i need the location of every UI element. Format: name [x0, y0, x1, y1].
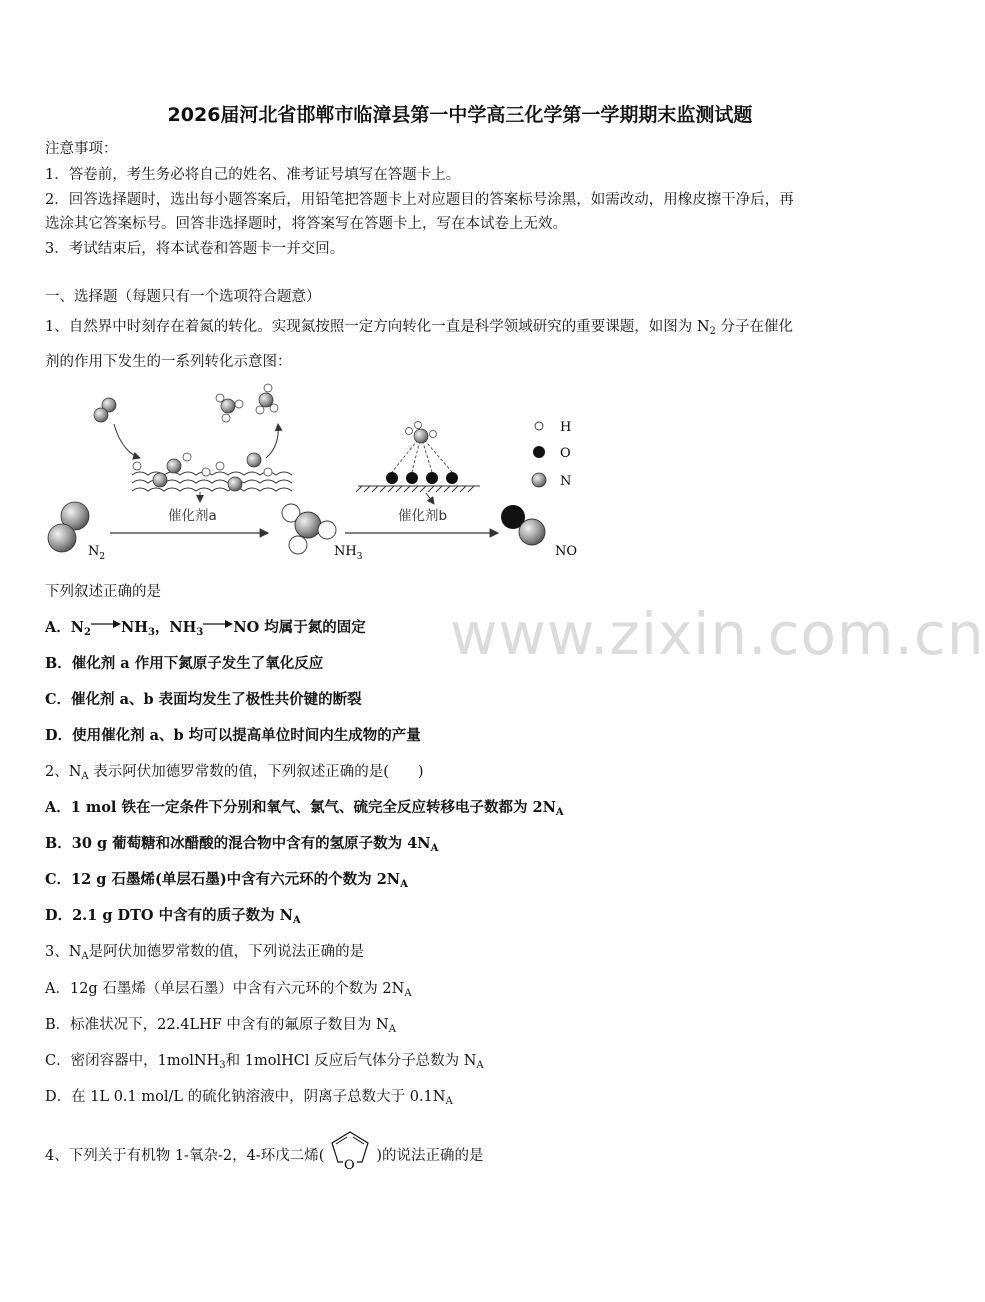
furan-structure [324, 1140, 376, 1173]
legend-nitrogen-marker [532, 473, 546, 487]
nitrogen-conversion-figure [40, 380, 600, 575]
ring-oxygen-label: O [344, 1158, 356, 1173]
q2-option-b: B．30 g 葡萄糖和冰醋酸的混合物中含有的氢原子数为 $4N_A$ [45, 835, 439, 854]
notice-item-2: 2．回答选择题时，选出每小题答案后，用铅笔把答题卡上对应题目的答案标号涂黑，如需改动，用橡皮擦干净后，再 [45, 192, 794, 208]
n2-molecule [48, 502, 89, 552]
q1-option-a: A．$N_2$ $NH_3$，$NH_3$ NO 均属于氮的固定 [45, 616, 366, 638]
q1-stem-line1: 1、自然界中时刻存在着氮的转化。实现氮按照一定方向转化一直是科学领域研究的重要课题，如图为 $N_2$ 分子在催化 [45, 319, 794, 337]
yield-arrow-icon [91, 615, 121, 632]
watermark: www.zixin.com.cn [450, 600, 985, 668]
legend-oxygen-marker [533, 446, 545, 458]
curve-arrow-out [266, 424, 278, 458]
q4-stem: 4、下列关于有机物 1-氧杂-2，4-环戊二烯( O )的说法正确的是 [45, 1140, 484, 1170]
q3-option-a: A．12g 石墨烯（单层石墨）中含有六元环的个数为 $2N_A$ [45, 981, 412, 999]
legend [532, 420, 571, 489]
nh3-molecule [282, 504, 336, 554]
notice-heading: 注意事项： [45, 141, 118, 157]
legend-nitrogen: N [560, 474, 572, 489]
n2-incoming [94, 398, 116, 422]
adsorbed-oxygen-b [386, 472, 458, 484]
legend-hydrogen: H [560, 420, 572, 435]
catalyst-a-label: 催化剂a [168, 508, 217, 524]
catalyst-b-label: 催化剂b [398, 508, 448, 524]
notice-item-2-cont: 选涂其它答案标号。回答非选择题时，将答案写在答题卡上，写在本试卷上无效。 [45, 216, 567, 232]
curve-arrow-in [114, 424, 140, 458]
q2-option-a: A．1 mol 铁在一定条件下分别和氧气、氯气、硫完全反应转移电子数都为 $2N_A$ [45, 799, 564, 818]
q1-option-c: C．催化剂 a、b 表面均发生了极性共价键的断裂 [45, 691, 362, 708]
q3-option-c: C．密闭容器中，1molNH$_3$和 1molHCl 反应后气体分子总数为 $N_A$ [45, 1053, 484, 1071]
q2-option-d: D．2.1 g DTO 中含有的质子数为 $N_A$ [45, 907, 301, 926]
q3-option-d: D．在 1L 0.1 mol/L 的硫化钠溶液中，阴离子总数大于 $0.1N_A$ [45, 1089, 453, 1107]
q3-option-b: B．标准状况下，22.4LHF 中含有的氟原子数目为 $N_A$ [45, 1017, 396, 1035]
catalyst-b-surface [356, 486, 480, 492]
q2-option-c: C．12 g 石墨烯(单层石墨)中含有六元环的个数为 $2N_A$ [45, 871, 408, 890]
nh3-label: $NH_3$ [334, 544, 363, 562]
q1-stem-line2: 剂的作用下发生的一系列转化示意图： [45, 354, 292, 370]
section-heading: 一、选择题（每题只有一个选项符合题意） [45, 289, 321, 305]
q3-stem: 3、$N_A$是阿伏加德罗常数的值，下列说法正确的是 [45, 944, 365, 962]
page-title: 2026届河北省邯郸市临漳县第一中学高三化学第一学期期末监测试题 [167, 104, 753, 126]
q1-option-b: B．催化剂 a 作用下氮原子发生了氧化反应 [45, 655, 324, 672]
nh3-above-b [406, 422, 437, 444]
nh3-outgoing [216, 384, 278, 422]
q1-option-d: D．使用催化剂 a、b 均可以提高单位时间内生成物的产量 [45, 727, 421, 744]
yield-arrow-icon [203, 615, 233, 632]
legend-oxygen: O [560, 446, 571, 461]
legend-hydrogen-marker [535, 422, 543, 430]
no-label: NO [555, 544, 578, 559]
no-molecule [501, 505, 545, 545]
n2-label: $N_2$ [88, 544, 106, 562]
q1-question: 下列叙述正确的是 [45, 584, 161, 600]
q2-stem: 2、$N_A$ 表示阿伏加德罗常数的值，下列叙述正确的是( ) [45, 764, 424, 782]
notice-item-3: 3．考试结束后，将本试卷和答题卡一并交回。 [45, 241, 345, 257]
notice-item-1: 1．答卷前，考生务必将自己的姓名、准考证号填写在答题卡上。 [45, 167, 461, 183]
down-arrow-b [426, 493, 434, 504]
